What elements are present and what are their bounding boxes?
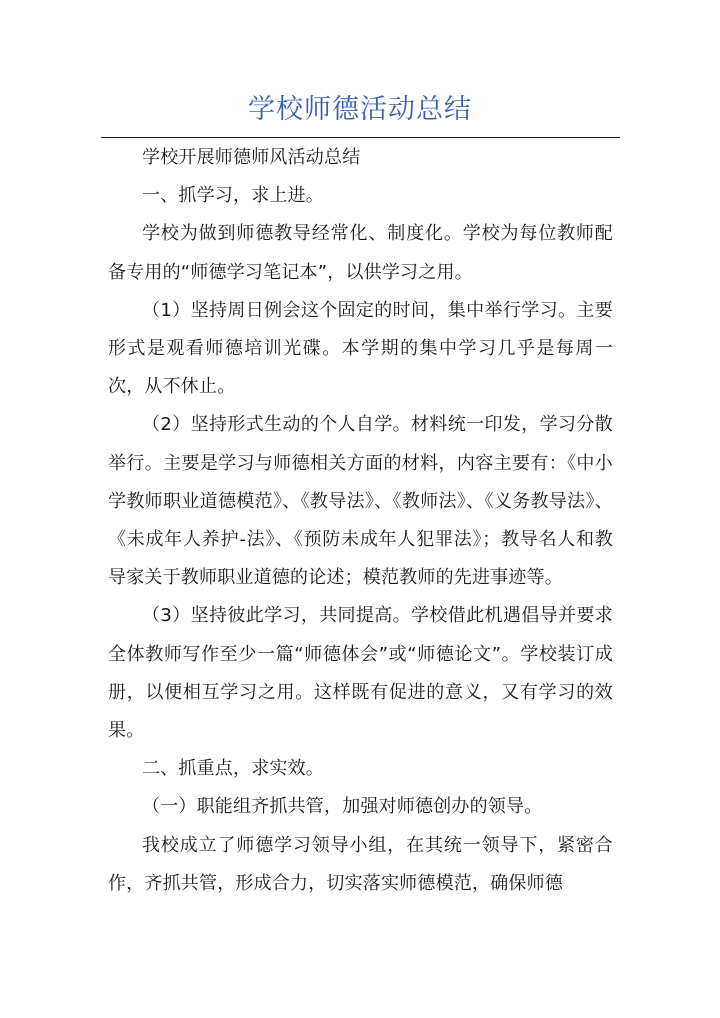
document-title: 学校师德活动总结 bbox=[248, 94, 472, 125]
paragraph-section-1-heading: 一、抓学习，求上进。 bbox=[142, 185, 324, 207]
paragraph-item-2: （2）坚持形式生动的个人自学。材料统一印发，学习分散举行。主要是学习与师德相关方面的材料，内容主要有：《中小学教师职业道德模范》、《教导法》、《教师法》、《义务教导法》、《未成年人养护-法》、《预防未成年人犯罪法》；教导名人和教导家关于教师职业道德的论述；模范教师的先进事迹等。 bbox=[108, 414, 613, 589]
paragraph-subsection-1: （一）职能组齐抓共管，加强对师德创办的领导。 bbox=[142, 796, 543, 818]
title-divider bbox=[101, 137, 620, 138]
paragraph-item-3: （3）坚持彼此学习，共同提高。学校借此机遇倡导并要求全体教师写作至少一篇“师德体会”或“师德论文”。学校装订成册，以便相互学习之用。这样既有促进的意义，又有学习的效果。 bbox=[108, 605, 613, 742]
paragraph-notebook: 学校为做到师德教导经常化、制度化。学校为每位教师配备专用的“师德学习笔记本”，以供学习之用。 bbox=[108, 223, 613, 283]
paragraph-section-2-heading: 二、抓重点，求实效。 bbox=[142, 758, 324, 780]
document-body bbox=[108, 139, 613, 903]
paragraph-leadership-group: 我校成立了师德学习领导小组，在其统一领导下，紧密合作，齐抓共管，形成合力，切实落实师德模范，确保师德 bbox=[108, 834, 613, 894]
paragraph-item-1: （1）坚持周日例会这个固定的时间，集中举行学习。主要形式是观看师德培训光碟。本学期的集中学习几乎是每周一次，从不休止。 bbox=[108, 299, 613, 398]
paragraph-subtitle: 学校开展师德师风活动总结 bbox=[142, 147, 361, 168]
